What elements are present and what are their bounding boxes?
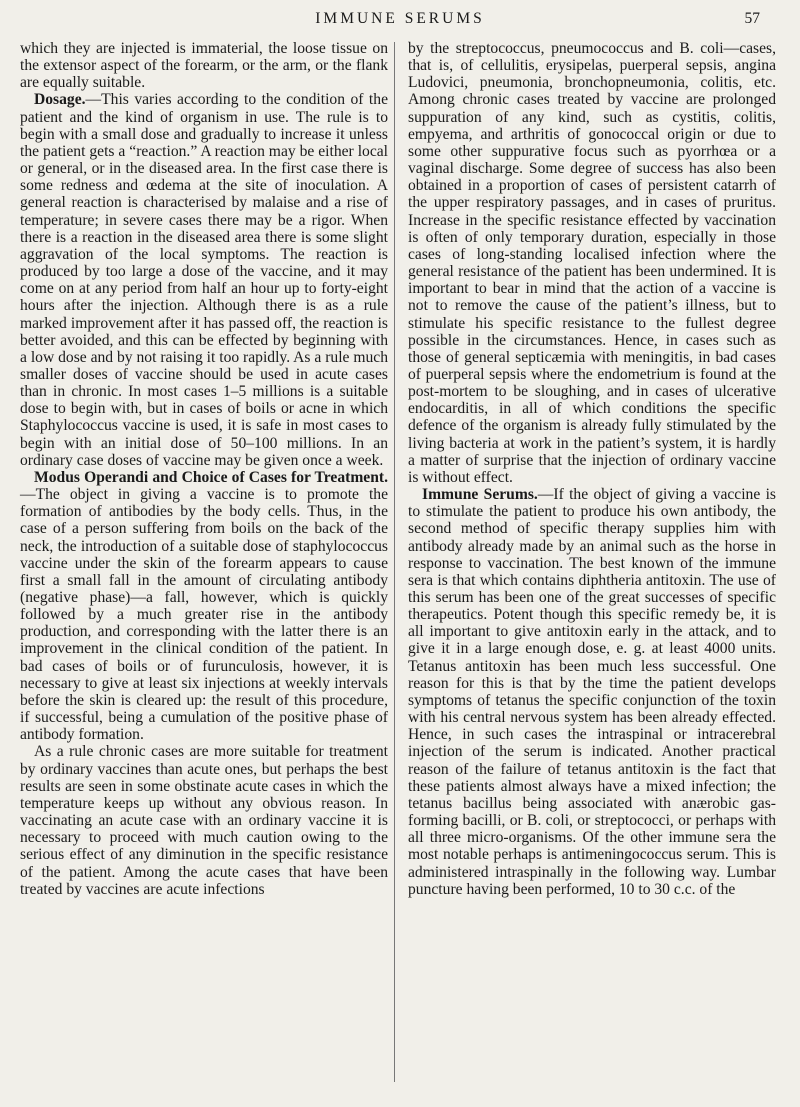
- section-heading-dosage: Dosage.: [34, 91, 86, 109]
- section-heading-immune-serums: Immune Serums.: [422, 486, 538, 504]
- paragraph: which they are injected is immaterial, the loose tissue on the extensor aspect of the forearm, or the arm, or the flank are equally suitable.: [20, 40, 388, 92]
- left-column: [20, 40, 388, 898]
- paragraph: As a rule chronic cases are more suitable for treatment by ordinary vaccines than acute ones, but perhaps the best results are seen in some obstinate acute cases in which the temperature keeps up without any obvious reason. In vaccinating an acute case with an ordinary vaccine it is necessary to proceed with much caution owing to the serious effect of any diminution in the specific resistance of the patient. Among the acute cases that have been treated by vaccines are acute infections: [20, 743, 388, 898]
- column-divider: [394, 42, 395, 1082]
- right-column: [408, 40, 776, 898]
- paragraph-text: —If the object of giving a vaccine is to stimulate the patient to produce his own antibody, the second method of specific therapy supplies him with antibody already made by an animal such as the horse in response to vaccination. The best known of the immune sera is that which contains diphtheria antitoxin. The use of this serum has been one of the great successes of specific therapeutics. Potent though this specific remedy be, it is all important to give antitoxin early in the attack, and to give it in a large enough dose, e. g. at least 4000 units. Tetanus antitoxin has been much less successful. One reason for this is that by the time the patient develops symptoms of tetanus the specific conjunction of the toxin with his central nervous system has been already effected. Hence, in such cases the intraspinal or intracerebral injection of the serum is indicated. Another practical reason of the failure of tetanus antitoxin is the fact that these patients almost always have a mixed infection; the tetanus bacillus being associated with anærobic gas-forming bacilli, or B. coli, or streptococci, or perhaps with all three micro-organisms. Of the other immune sera the most notable perhaps is antimeningococcus serum. This is administered intraspinally in the following way. Lumbar puncture having been performed, 10 to 30 c.c. of the: [408, 486, 777, 898]
- paragraph-dosage: [20, 91, 388, 468]
- paragraph-immune-serums: [408, 486, 776, 898]
- page-number: 57: [744, 10, 760, 27]
- paragraph-text: —The object in giving a vaccine is to promote the formation of antibodies by the body cells. Thus, in the case of a person suffering from boils on the back of the neck, the introduction of a suitable dose of staphylococcus vaccine under the skin of the forearm appears to cause first a small fall in the amount of circulating antibody (negative phase)—a fall, however, which is quickly followed by a much greater rise in the antibody production, and corresponding with the latter there is an improvement in the clinical condition of the patient. In bad cases of boils or of furunculosis, however, it is necessary to give at least six injections at weekly intervals before the skin is cleared up: the result of this procedure, if successful, being a cumulation of the positive phase of antibody formation.: [20, 486, 388, 744]
- running-title: IMMUNE SERUMS: [315, 10, 485, 27]
- section-heading-modus-operandi: Modus Operandi and Choice of Cases for Treatment.: [34, 468, 388, 486]
- paragraph-modus-operandi: [20, 469, 388, 744]
- page-header: [0, 10, 800, 32]
- paragraph: by the streptococcus, pneumococcus and B. coli—cases, that is, of cellulitis, erysipelas, puerperal sepsis, angina Ludovici, pneumonia, bronchopneumonia, colitis, etc. Among chronic cases treated by vaccine are prolonged suppuration of any kind, such as cystitis, colitis, empyema, and arthritis of gonococcal origin or due to some other suppurative focus such as pyorrhœa or a vaginal discharge. Some degree of success has also been obtained in a proportion of cases of persistent catarrh of the upper respiratory passages, and in cases of pruritus. Increase in the specific resistance effected by vaccination is often of only temporary duration, especially in those cases of long-standing localised infection where the general resistance of the patient has been undermined. It is important to bear in mind that the action of a vaccine is not to remove the cause of the patient’s illness, but to stimulate his specific resistance to the fullest degree possible in the circumstances. Hence, in cases such as those of general septicæmia with meningitis, in bad cases of puerperal sepsis where the endometrium is found at the post-mortem to be sloughing, and in cases of ulcerative endocarditis, in all of which conditions the specific defence of the organism is already fully stimulated by the living bacteria at work in the patient’s system, it is hardly a matter of surprise that the injection of ordinary vaccine is without effect.: [408, 40, 776, 486]
- paragraph-text: —This varies according to the condition of the patient and the kind of organism in use. The rule is to begin with a small dose and gradually to increase it unless the patient gets a “reaction.” A reaction may be either local or general, or in the diseased area. In the first case there is some redness and œdema at the site of inoculation. A general reaction is characterised by malaise and a rise of temperature; in severe cases there may be a rigor. When there is a reaction in the diseased area there is some slight aggravation of the local symptoms. The reaction is produced by too large a dose of the vaccine, and it may come on at any period from half an hour up to forty-eight hours after the injection. Although there is as a rule marked improvement after it has passed off, the reaction is better avoided, and this can be effected by beginning with a low dose and by not raising it too rapidly. As a rule much smaller doses of vaccine should be used in acute cases than in chronic. In most cases 1–5 millions is a suitable dose to begin with, but in cases of boils or acne in which Staphylococcus vaccine is used, it is safe in most cases to begin with an initial dose of 50–100 millions. In an ordinary case doses of vaccine may be given once a week.: [20, 91, 388, 469]
